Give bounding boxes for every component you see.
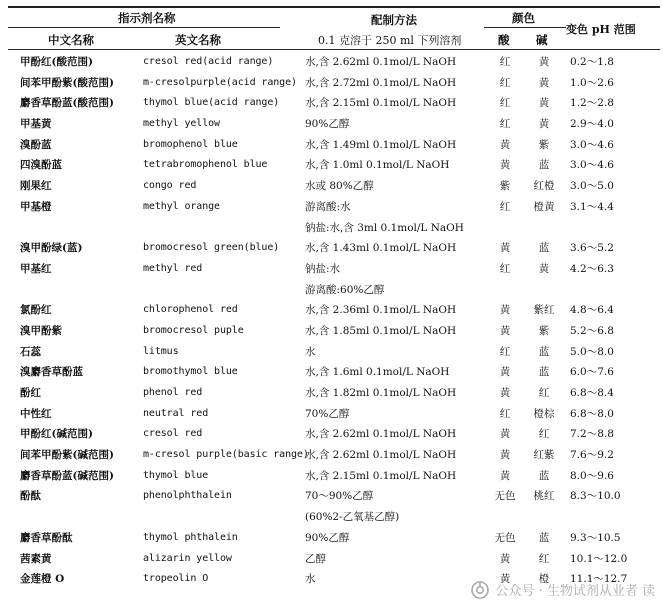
preparation-header: 配制方法 — [371, 13, 417, 27]
preparation: 水,含 1.85ml 0.1mol/L NaOH — [305, 324, 457, 337]
acid-color: 黄 — [499, 573, 511, 586]
base-color: 桃红 — [533, 490, 555, 503]
ph-range-header: 变色 pH 范围 — [566, 23, 636, 36]
chinese-name: 甲酚红(酸范围) — [20, 56, 93, 68]
watermark-text: 公众号 · 生物试剂从业者 读 — [495, 584, 655, 599]
english-name: alizarin yellow — [143, 552, 232, 564]
preparation: 水或 80%乙醇 — [305, 180, 374, 193]
base-color: 蓝 — [538, 469, 550, 482]
table-row — [0, 404, 663, 425]
preparation: 游离酸:60%乙醇 — [305, 283, 385, 296]
acid-color: 无色 — [494, 531, 516, 544]
chinese-name: 金莲橙 O — [20, 573, 65, 586]
chinese-name: 麝香草酚酞 — [20, 531, 73, 544]
acid-color: 黄 — [499, 449, 511, 462]
preparation: 90%乙醇 — [305, 118, 350, 131]
base-color: 红 — [538, 552, 550, 565]
table-row — [0, 176, 663, 197]
ph-range: 6.8～8.4 — [570, 387, 614, 399]
base-color: 橙黄 — [533, 200, 555, 213]
acid-color: 黄 — [499, 242, 511, 255]
chinese-name: 间苯甲酚紫(酸范围) — [20, 76, 114, 89]
chinese-name: 酚酞 — [20, 490, 41, 503]
acid-color-header: 酸 — [498, 33, 510, 47]
table-row — [0, 280, 663, 301]
preparation: 乙醇 — [305, 552, 326, 565]
chinese-name: 酚红 — [20, 387, 41, 399]
ph-range: 5.2～6.8 — [570, 324, 614, 337]
ph-range: 3.0～5.0 — [570, 180, 614, 193]
english-name: chlorophenol red — [143, 304, 238, 316]
table-row — [0, 528, 663, 549]
chinese-name: 溴酚蓝 — [20, 138, 52, 151]
table-row — [0, 259, 663, 280]
color-group-rule — [484, 27, 566, 28]
table-row — [0, 466, 663, 487]
acid-color: 红 — [499, 200, 511, 213]
table-row — [0, 383, 663, 404]
preparation: 70%乙醇 — [305, 407, 350, 420]
preparation: (60%2-乙氧基乙醇) — [305, 511, 400, 524]
table-row — [0, 486, 663, 507]
ph-range: 7.2～8.8 — [570, 428, 614, 441]
preparation: 水,含 1.6ml 0.1mol/L NaOH — [305, 366, 450, 379]
acid-color: 黄 — [499, 552, 511, 565]
ph-range: 6.0～7.6 — [570, 366, 614, 379]
indicator-rows — [0, 52, 663, 590]
preparation: 钠盐:水 — [305, 262, 341, 275]
acid-color: 红 — [499, 56, 511, 68]
base-color: 蓝 — [538, 159, 550, 172]
preparation-subheader: 0.1 克溶于 250 ml 下列溶剂 — [318, 34, 462, 47]
table-row — [0, 52, 663, 73]
table-row — [0, 218, 663, 239]
english-name: bromophenol blue — [143, 138, 238, 150]
preparation: 水,含 2.36ml 0.1mol/L NaOH — [305, 304, 457, 317]
ph-range: 11.1～12.7 — [570, 573, 628, 586]
english-name: phenolphthalein — [143, 490, 232, 502]
chinese-name: 溴甲酚绿(蓝) — [20, 242, 83, 255]
english-name: cresol red — [143, 428, 203, 440]
acid-color: 黄 — [499, 159, 511, 172]
ph-range: 1.0～2.6 — [570, 76, 614, 89]
preparation: 游离酸:水 — [305, 200, 351, 213]
preparation: 70～90%乙醇 — [305, 490, 374, 503]
acid-color: 红 — [499, 345, 511, 358]
ph-range: 8.0～9.6 — [570, 469, 614, 482]
acid-color: 黄 — [499, 469, 511, 482]
preparation: 水 — [305, 345, 316, 358]
preparation: 水,含 1.0ml 0.1mol/L NaOH — [305, 159, 450, 172]
preparation: 钠盐:水,含 3ml 0.1mol/L NaOH — [305, 221, 464, 234]
table-row — [0, 362, 663, 383]
english-name: neutral red — [143, 407, 209, 419]
chinese-name: 石蕊 — [20, 345, 41, 358]
english-name: bromocresol puple — [143, 324, 244, 336]
ph-range: 7.6～9.2 — [570, 449, 614, 462]
base-color: 红橙 — [533, 180, 555, 193]
table-row — [0, 300, 663, 321]
base-color: 红 — [538, 428, 550, 441]
chinese-name: 甲基橙 — [20, 200, 52, 213]
base-color: 橙 — [538, 573, 550, 586]
acid-color: 黄 — [499, 304, 511, 317]
english-name: bromocresol green(blue) — [143, 242, 280, 254]
chinese-name: 中性红 — [20, 407, 52, 420]
ph-range: 3.0～4.6 — [570, 138, 614, 151]
english-name: thymol blue — [143, 469, 209, 481]
ph-range: 2.9～4.0 — [570, 118, 614, 131]
ph-range: 3.1～4.4 — [570, 200, 614, 213]
table-row — [0, 238, 663, 259]
ph-range: 3.6～5.2 — [570, 242, 614, 255]
english-name: congo red — [143, 180, 197, 192]
chinese-name: 氯酚红 — [20, 304, 52, 317]
ph-range: 1.2～2.8 — [570, 97, 614, 110]
english-name: phenol red — [143, 387, 203, 398]
table-row — [0, 93, 663, 114]
base-color: 黄 — [538, 262, 550, 275]
ph-range: 10.1～12.0 — [570, 552, 628, 565]
preparation: 水 — [305, 573, 316, 586]
ph-range: 6.8～8.0 — [570, 407, 614, 420]
acid-color: 黄 — [499, 366, 511, 379]
preparation: 水,含 2.72ml 0.1mol/L NaOH — [305, 76, 457, 89]
acid-color: 红 — [499, 407, 511, 420]
preparation: 90%乙醇 — [305, 531, 350, 544]
preparation: 水,含 1.43ml 0.1mol/L NaOH — [305, 242, 457, 255]
base-color: 紫 — [538, 138, 550, 151]
base-color: 蓝 — [538, 242, 550, 255]
table-row — [0, 73, 663, 94]
english-name: m-cresolpurple(acid range) — [143, 76, 297, 88]
chinese-name: 四溴酚蓝 — [20, 159, 62, 172]
ph-range: 0.2～1.8 — [570, 56, 614, 68]
base-color: 黄 — [538, 76, 550, 89]
header-bottom-rule — [8, 49, 660, 50]
english-name: m-cresol purple(basic range) — [143, 449, 309, 461]
watermark — [471, 580, 655, 599]
english-name: tetrabromophenol blue — [143, 159, 268, 171]
ph-range: 4.8～6.4 — [570, 304, 614, 317]
chinese-name-header: 中文名称 — [48, 33, 94, 47]
base-color: 紫红 — [533, 304, 555, 317]
preparation: 水,含 2.62ml 0.1mol/L NaOH — [305, 449, 457, 462]
ph-range: 4.2～6.3 — [570, 262, 614, 275]
preparation: 水,含 2.62ml 0.1mol/L NaOH — [305, 56, 457, 68]
table-row — [0, 197, 663, 218]
preparation: 水,含 1.49ml 0.1mol/L NaOH — [305, 138, 457, 151]
indicator-name-group-header: 指示剂名称 — [118, 11, 176, 25]
preparation: 水,含 2.62ml 0.1mol/L NaOH — [305, 428, 457, 441]
chinese-name: 溴甲酚紫 — [20, 324, 62, 337]
chinese-name: 刚果红 — [20, 180, 52, 193]
table-row — [0, 114, 663, 135]
english-name: bromothymol blue — [143, 366, 238, 378]
preparation: 水,含 2.15ml 0.1mol/L NaOH — [305, 469, 457, 482]
base-color: 橙棕 — [533, 407, 555, 420]
base-color: 黄 — [538, 97, 550, 110]
acid-color: 红 — [499, 97, 511, 110]
table-row — [0, 549, 663, 570]
base-color: 黄 — [538, 118, 550, 131]
base-color-header: 碱 — [536, 33, 548, 47]
english-name: methyl red — [143, 262, 203, 274]
base-color: 蓝 — [538, 345, 550, 358]
english-name: thymol blue(acid range) — [143, 97, 280, 109]
acid-color: 红 — [499, 76, 511, 89]
acid-color: 红 — [499, 118, 511, 131]
preparation: 水,含 1.82ml 0.1mol/L NaOH — [305, 387, 457, 399]
chinese-name: 麝香草酚蓝(碱范围) — [20, 469, 114, 482]
indicator-group-rule — [8, 27, 280, 28]
table-row — [0, 424, 663, 445]
table-row — [0, 507, 663, 528]
chinese-name: 甲酚红(碱范围) — [20, 428, 93, 441]
chinese-name: 甲基红 — [20, 262, 52, 275]
acid-color: 黄 — [499, 387, 511, 399]
chinese-name: 间苯甲酚紫(碱范围) — [20, 449, 114, 462]
acid-color: 紫 — [499, 180, 511, 193]
ph-range: 9.3～10.5 — [570, 531, 621, 544]
acid-color: 黄 — [499, 138, 511, 151]
chinese-name: 茜素黄 — [20, 552, 52, 565]
english-name: litmus — [143, 345, 179, 357]
table-row — [0, 342, 663, 363]
english-name: methyl orange — [143, 200, 220, 212]
wechat-official-account-icon — [471, 581, 489, 599]
table-row — [0, 135, 663, 156]
ph-range: 5.0～8.0 — [570, 345, 614, 358]
table-top-rule — [8, 6, 660, 8]
base-color: 红紫 — [533, 449, 555, 462]
english-name: methyl yellow — [143, 118, 220, 130]
chinese-name: 麝香草酚蓝(酸范围) — [20, 97, 114, 110]
acid-color: 黄 — [499, 324, 511, 337]
english-name: cresol red(acid range) — [143, 56, 274, 67]
table-row — [0, 321, 663, 342]
ph-range: 3.0～4.6 — [570, 159, 614, 172]
acid-color: 黄 — [499, 428, 511, 441]
english-name-header: 英文名称 — [175, 33, 221, 47]
table-row — [0, 445, 663, 466]
chinese-name: 溴麝香草酚蓝 — [20, 366, 83, 379]
english-name: tropeolin O — [143, 573, 209, 585]
ph-range: 8.3～10.0 — [570, 490, 621, 503]
acid-color: 无色 — [494, 490, 516, 503]
chinese-name: 甲基黄 — [20, 118, 52, 131]
english-name: thymol phthalein — [143, 531, 238, 543]
base-color: 蓝 — [538, 531, 550, 544]
acid-color: 红 — [499, 262, 511, 275]
color-group-header: 颜色 — [512, 11, 535, 25]
base-color: 紫 — [538, 324, 550, 337]
preparation: 水,含 2.15ml 0.1mol/L NaOH — [305, 97, 457, 110]
table-row — [0, 155, 663, 176]
base-color: 黄 — [538, 56, 550, 68]
base-color: 蓝 — [538, 366, 550, 379]
base-color: 红 — [538, 387, 550, 399]
